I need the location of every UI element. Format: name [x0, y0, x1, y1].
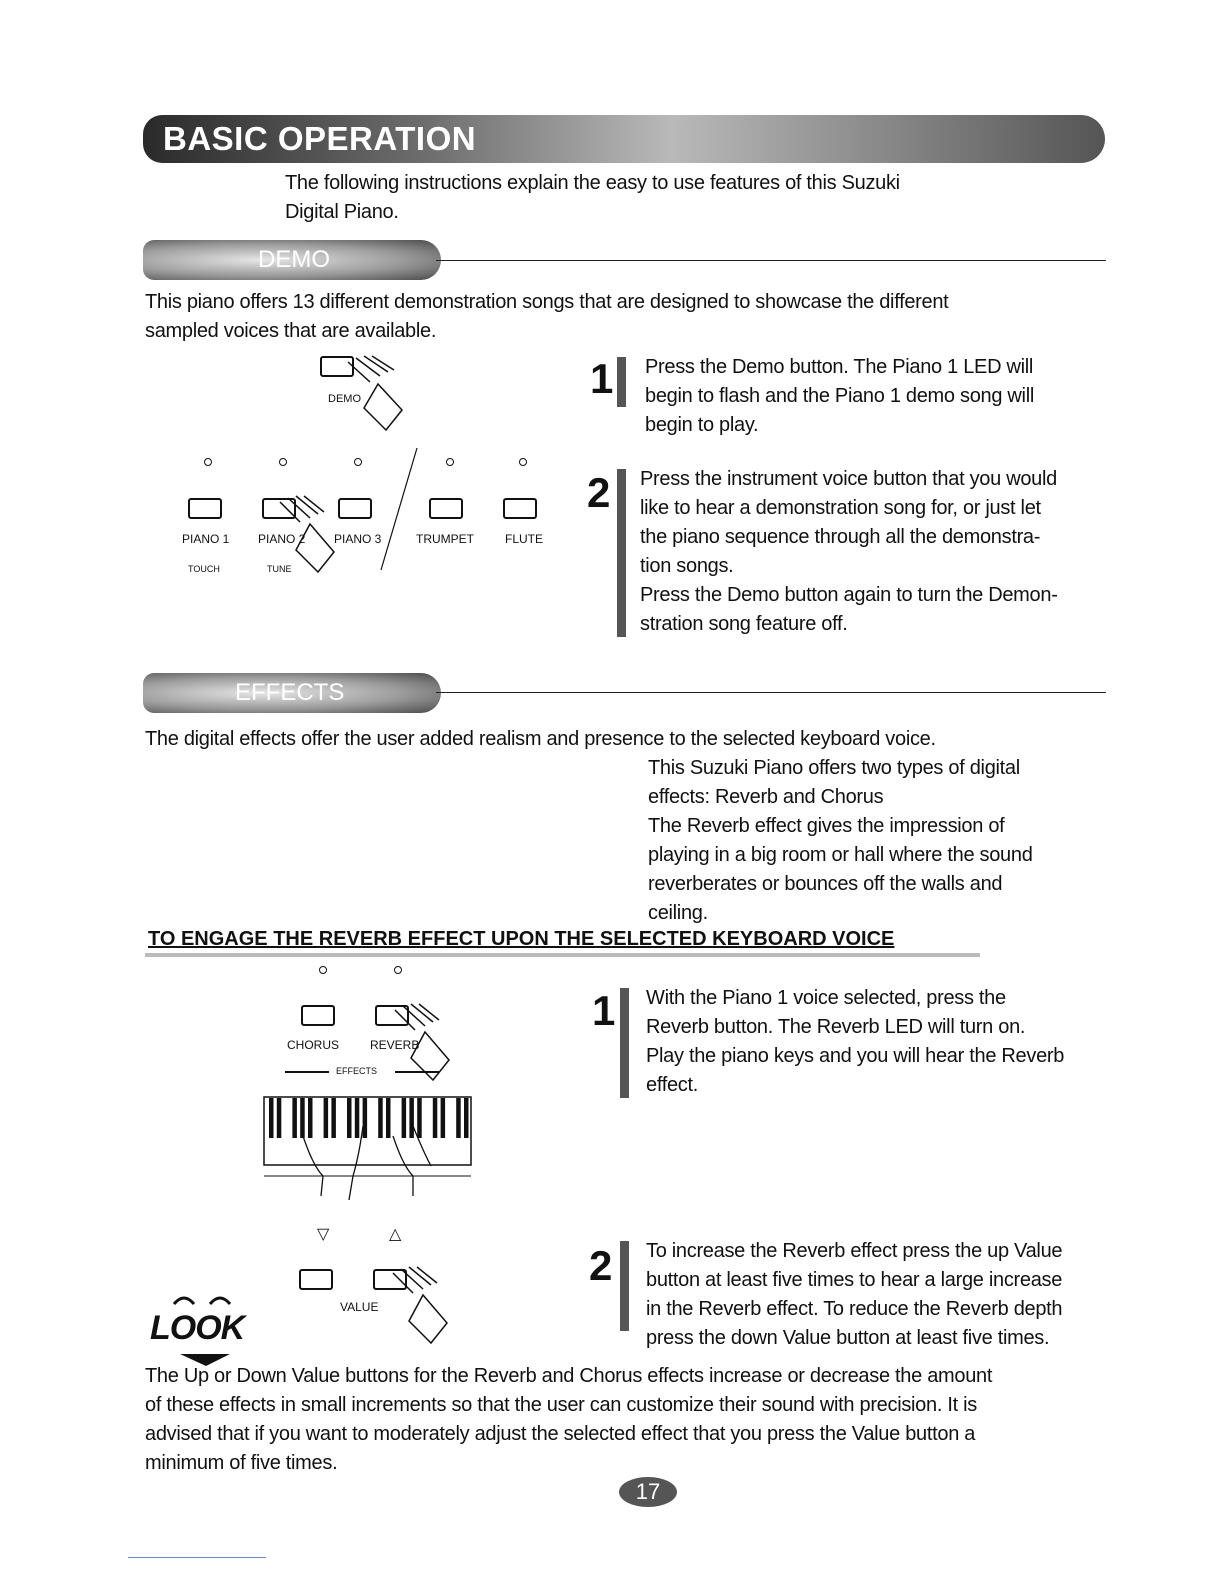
step-number: 1	[592, 987, 616, 1034]
page-title: BASIC OPERATION	[163, 120, 477, 157]
black-key	[433, 1098, 438, 1138]
step-text-line: Reverb button. The Reverb LED will turn on.	[646, 1016, 1026, 1038]
black-key	[378, 1098, 383, 1138]
led-indicator	[354, 458, 362, 466]
tune-label: TUNE	[267, 564, 292, 574]
led-indicator	[319, 966, 327, 974]
up-arrow-icon: △	[389, 1226, 402, 1243]
down-arrow-icon: ▽	[317, 1226, 330, 1243]
step-text-line: button at least five times to hear a large increase	[646, 1269, 1063, 1291]
black-key	[355, 1098, 360, 1138]
flute-label: FLUTE	[505, 532, 544, 546]
divider-slash	[375, 444, 425, 574]
look-note-line: advised that if you want to moderately adjust the selected effect that you press the Value button a	[145, 1423, 976, 1445]
section-divider	[436, 692, 1106, 693]
step-text-line: tion songs.	[640, 555, 734, 577]
led-indicator	[394, 966, 402, 974]
look-logo-text: LOOK	[150, 1309, 245, 1347]
step-text-line: begin to play.	[645, 414, 759, 436]
piano3-label: PIANO 3	[334, 532, 382, 546]
reverb-heading: TO ENGAGE THE REVERB EFFECT UPON THE SELECTED KEYBOARD VOICE	[148, 928, 895, 950]
effects-panel-illustration	[255, 960, 495, 1360]
pressing-hand-icon	[383, 1263, 493, 1358]
piano2-label: PIANO 2	[258, 532, 306, 546]
led-indicator	[446, 458, 454, 466]
demo-intro-line: This piano offers 13 different demonstration songs that are designed to showcase the different	[145, 291, 949, 313]
effects-desc-line: The Reverb effect gives the impression of	[648, 815, 1005, 837]
black-key	[324, 1098, 329, 1138]
page-number: 17	[619, 1477, 677, 1507]
trumpet-label: TRUMPET	[416, 532, 474, 546]
reverb-label: REVERB	[370, 1038, 420, 1052]
step-text-line: the piano sequence through all the demonstra-	[640, 526, 1041, 548]
step-text-line: stration song feature off.	[640, 613, 848, 635]
chorus-button	[301, 1005, 335, 1026]
black-key	[269, 1098, 274, 1138]
black-key	[464, 1098, 469, 1138]
effects-rule-right	[395, 1071, 439, 1073]
black-key	[386, 1098, 391, 1138]
effects-group-label: EFFECTS	[336, 1066, 378, 1076]
step-text-line: Play the piano keys and you will hear the Reverb	[646, 1045, 1065, 1067]
step-text-line: To increase the Reverb effect press the up Value	[646, 1240, 1063, 1262]
chorus-label: CHORUS	[287, 1038, 340, 1052]
demo-section-label: DEMO	[258, 246, 330, 273]
value-label: VALUE	[340, 1300, 379, 1314]
led-indicator	[519, 458, 527, 466]
effects-desc-line: This Suzuki Piano offers two types of digital	[648, 757, 1020, 779]
black-key	[363, 1098, 368, 1138]
step-text-line: Press the Demo button. The Piano 1 LED will	[645, 356, 1034, 378]
step-text-line: Press the instrument voice button that you would	[640, 468, 1057, 490]
demo-button-label: DEMO	[328, 393, 361, 405]
look-note-line: The Up or Down Value buttons for the Reverb and Chorus effects increase or decrease the amount	[145, 1365, 993, 1387]
black-key	[402, 1098, 407, 1138]
heading-rule	[145, 953, 980, 957]
black-key	[441, 1098, 446, 1138]
step-bar	[617, 357, 626, 407]
led-indicator	[279, 458, 287, 466]
effects-desc-line: reverberates or bounces off the walls and	[648, 873, 1003, 895]
footer-line	[128, 1557, 266, 1558]
piano1-button	[188, 498, 222, 519]
step-bar	[617, 469, 626, 637]
step-text-line: press the down Value button at least five times.	[646, 1327, 1050, 1349]
step-bar	[620, 988, 629, 1098]
black-key	[347, 1098, 352, 1138]
flute-button	[503, 498, 537, 519]
step-bar	[620, 1241, 629, 1331]
effects-intro: The digital effects offer the user added realism and presence to the selected keyboard voice.	[145, 728, 936, 750]
step-text-line: effect.	[646, 1074, 699, 1096]
demo-panel-illustration	[170, 352, 570, 592]
look-note-line: minimum of five times.	[145, 1452, 338, 1474]
black-key	[308, 1098, 313, 1138]
step-text-line: begin to flash and the Piano 1 demo song will	[645, 385, 1034, 407]
step-text-line: in the Reverb effect. To reduce the Reverb depth	[646, 1298, 1063, 1320]
intro-text-line: Digital Piano.	[285, 201, 399, 223]
section-divider	[436, 260, 1106, 261]
effects-desc-line: playing in a big room or hall where the sound	[648, 844, 1033, 866]
look-logo	[150, 1288, 260, 1368]
led-indicator	[204, 458, 212, 466]
black-key	[292, 1098, 297, 1138]
look-note-line: of these effects in small increments so that the user can customize their sound with precision. It is	[145, 1394, 977, 1416]
black-key	[417, 1098, 422, 1138]
step-number: 2	[587, 469, 611, 516]
step-text-line: With the Piano 1 voice selected, press the	[646, 987, 1006, 1009]
effects-desc-line: ceiling.	[648, 902, 708, 924]
step-text-line: Press the Demo button again to turn the Demon-	[640, 584, 1058, 606]
pressing-hand-icon	[330, 352, 440, 444]
black-key	[300, 1098, 305, 1138]
effects-rule-left	[285, 1071, 329, 1073]
black-key	[331, 1098, 336, 1138]
step-number: 1	[590, 355, 614, 402]
value-down-button	[299, 1269, 333, 1290]
keyboard-hands-icon	[263, 1096, 473, 1206]
demo-intro-line: sampled voices that are available.	[145, 320, 437, 342]
touch-label: TOUCH	[188, 564, 220, 574]
black-key	[456, 1098, 461, 1138]
black-key	[277, 1098, 282, 1138]
step-number: 2	[589, 1242, 613, 1289]
effects-section-label: EFFECTS	[235, 679, 345, 706]
trumpet-button	[429, 498, 463, 519]
step-text-line: like to hear a demonstration song for, or just let	[640, 497, 1041, 519]
intro-text-line: The following instructions explain the easy to use features of this Suzuki	[285, 172, 900, 194]
black-key	[409, 1098, 414, 1138]
effects-desc-line: effects: Reverb and Chorus	[648, 786, 884, 808]
piano1-label: PIANO 1	[182, 532, 230, 546]
